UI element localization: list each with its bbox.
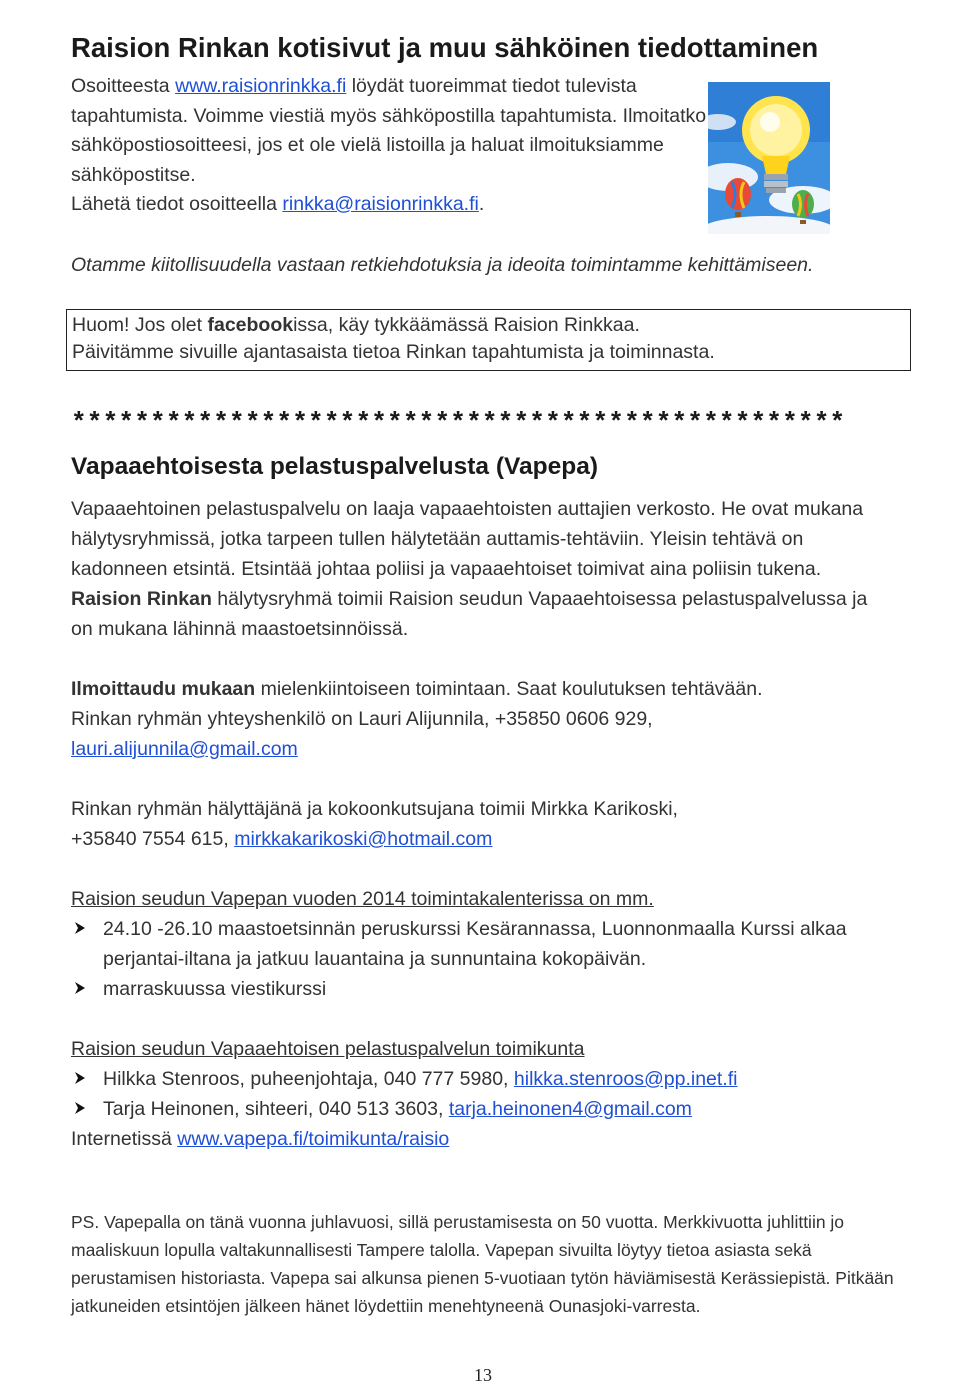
arrow-bullet-icon: [73, 974, 87, 1002]
calendar-list: [71, 914, 871, 1004]
intro-paragraph: [71, 72, 711, 220]
send-suffix: .: [478, 193, 485, 215]
section-title-homepage: Raision Rinkan kotisivut ja muu sähköinen tiedottaminen: [71, 32, 819, 63]
send-prefix: Lähetä tiedot osoitteella: [71, 193, 283, 215]
lightbulb-balloons-illustration: [708, 82, 830, 234]
page-number: 13: [474, 1365, 492, 1385]
vapepa-intro: Vapaaehtoinen pelastuspalvelu on laaja vapaaehtoisten auttajien verkosto. He ovat mukana hälytysryhmissä, jotka tarpeen tullen hälytetään auttamis-tehtäviin. Yleisin tehtävä on kadonneen etsintä. Etsintää johtaa poliisi ja vapaaehtoiset toimivat aina poliisin tukena.: [71, 498, 864, 580]
alerter-phone-line: [71, 824, 871, 854]
tarja-email-link[interactable]: tarja.heinonen4@gmail.com: [448, 1098, 692, 1120]
website-link[interactable]: www.raisionrinkka.fi: [175, 75, 347, 97]
notice-prefix: Huom! Jos olet: [72, 314, 208, 336]
calendar-item-text: 24.10 -26.10 maastoetsinnän peruskurssi Kesärannassa, Luonnonmaalla Kurssi alkaa perjantai-iltana ja jatkuu lauantaina ja sunnuntaina kokopäivän.: [103, 918, 847, 970]
facebook-notice-line1: [72, 312, 905, 339]
facebook-word: facebook: [207, 314, 294, 336]
arrow-bullet-icon: [73, 914, 87, 942]
section-title-vapepa: Vapaaehtoisesta pelastuspalvelusta (Vapepa): [71, 453, 598, 480]
arrow-bullet-icon: [73, 1094, 87, 1122]
contact-person-line: Rinkan ryhmän yhteyshenkilö on Lauri Alijunnila, +35850 0606 929,: [71, 708, 653, 730]
lauri-email-link[interactable]: lauri.alijunnila@gmail.com: [71, 738, 298, 760]
committee-member-text: Tarja Heinonen, sihteeri, 040 513 3603,: [103, 1098, 449, 1120]
mirkka-email-link[interactable]: mirkkakarikoski@hotmail.com: [234, 828, 493, 850]
ideas-note: Otamme kiitollisuudella vastaan retkiehdotuksia ja ideoita toimintamme kehittämiseen.: [71, 254, 814, 276]
section-divider: *************************************************: [71, 408, 846, 438]
notice-suffix: issa, käy tykkäämässä Raision Rinkkaa.: [293, 314, 640, 336]
internet-prefix: Internetissä: [71, 1128, 178, 1150]
rinkka-group-paragraph: [71, 584, 871, 644]
committee-member-text: Hilkka Stenroos, puheenjohtaja, 040 777 5980,: [103, 1068, 514, 1090]
intro-rest: löydät tuoreimmat tiedot tulevista tapahtumista. Voimme viestiä myös sähköpostilla tapahtumista. Ilmoitatko sähköpostiosoitteesi, jos et ole vielä listoilla ja haluat ilmoituksiamme sähköpostitse.: [71, 75, 707, 186]
committee-heading: Raision seudun Vapaaehtoisen pelastuspalvelun toimikunta: [71, 1038, 585, 1060]
list-item: [71, 1094, 871, 1124]
join-paragraph: [71, 674, 871, 704]
ps-paragraph: [71, 1208, 901, 1320]
facebook-notice-line2: Päivitämme sivuille ajantasaista tietoa Rinkan tapahtumista ja toiminnasta.: [72, 341, 715, 363]
join-rest: mielenkiintoiseen toimintaan. Saat koulutuksen tehtävään.: [255, 678, 763, 700]
alerter-line: Rinkan ryhmän hälyttäjänä ja kokoonkutsujana toimii Mirkka Karikoski,: [71, 798, 678, 820]
arrow-bullet-icon: [73, 1064, 87, 1092]
facebook-notice-box: [66, 309, 911, 371]
calendar-heading: Raision seudun Vapepan vuoden 2014 toimintakalenterissa on mm.: [71, 888, 654, 910]
ps-text: PS. Vapepalla on tänä vuonna juhlavuosi, sillä perustamisesta on 50 vuotta. Merkkivuotta juhlittiin jo maaliskuun lopulla valtakunnallisesti Tampere talolla. Vapepan sivuilta löytyy tietoa asiasta sekä perustamisen historiasta. Vapepa sai alkunsa pienen 5-vuotiaan tytön häviämisestä Kerässiepistä. Pitkään jatkuneiden etsintöjen jälkeen hänet löydettiin menehtyneenä Ounasjoki-varresta.: [71, 1212, 894, 1316]
rinkka-email-link[interactable]: rinkka@raisionrinkka.fi: [282, 193, 479, 215]
rinkka-group-rest: hälytysryhmä toimii Raision seudun Vapaaehtoisessa pelastuspalvelussa ja on mukana lähinnä maastoetsinnöissä.: [71, 588, 868, 640]
list-item: [71, 1064, 871, 1094]
list-item: [71, 974, 871, 1004]
vapepa-website-link[interactable]: www.vapepa.fi/toimikunta/raisio: [177, 1128, 450, 1150]
calendar-item-text: marraskuussa viestikurssi: [103, 978, 327, 1000]
join-bold: Ilmoittaudu mukaan: [71, 678, 256, 700]
list-item: [71, 914, 871, 974]
committee-list: [71, 1064, 871, 1124]
alerter-phone: +35840 7554 615,: [71, 828, 235, 850]
hilkka-email-link[interactable]: hilkka.stenroos@pp.inet.fi: [513, 1068, 738, 1090]
raision-rinkan-bold: Raision Rinkan: [71, 588, 212, 610]
internet-line: [71, 1124, 871, 1154]
intro-prefix: Osoitteesta: [71, 75, 176, 97]
vapepa-body: [71, 494, 871, 1154]
